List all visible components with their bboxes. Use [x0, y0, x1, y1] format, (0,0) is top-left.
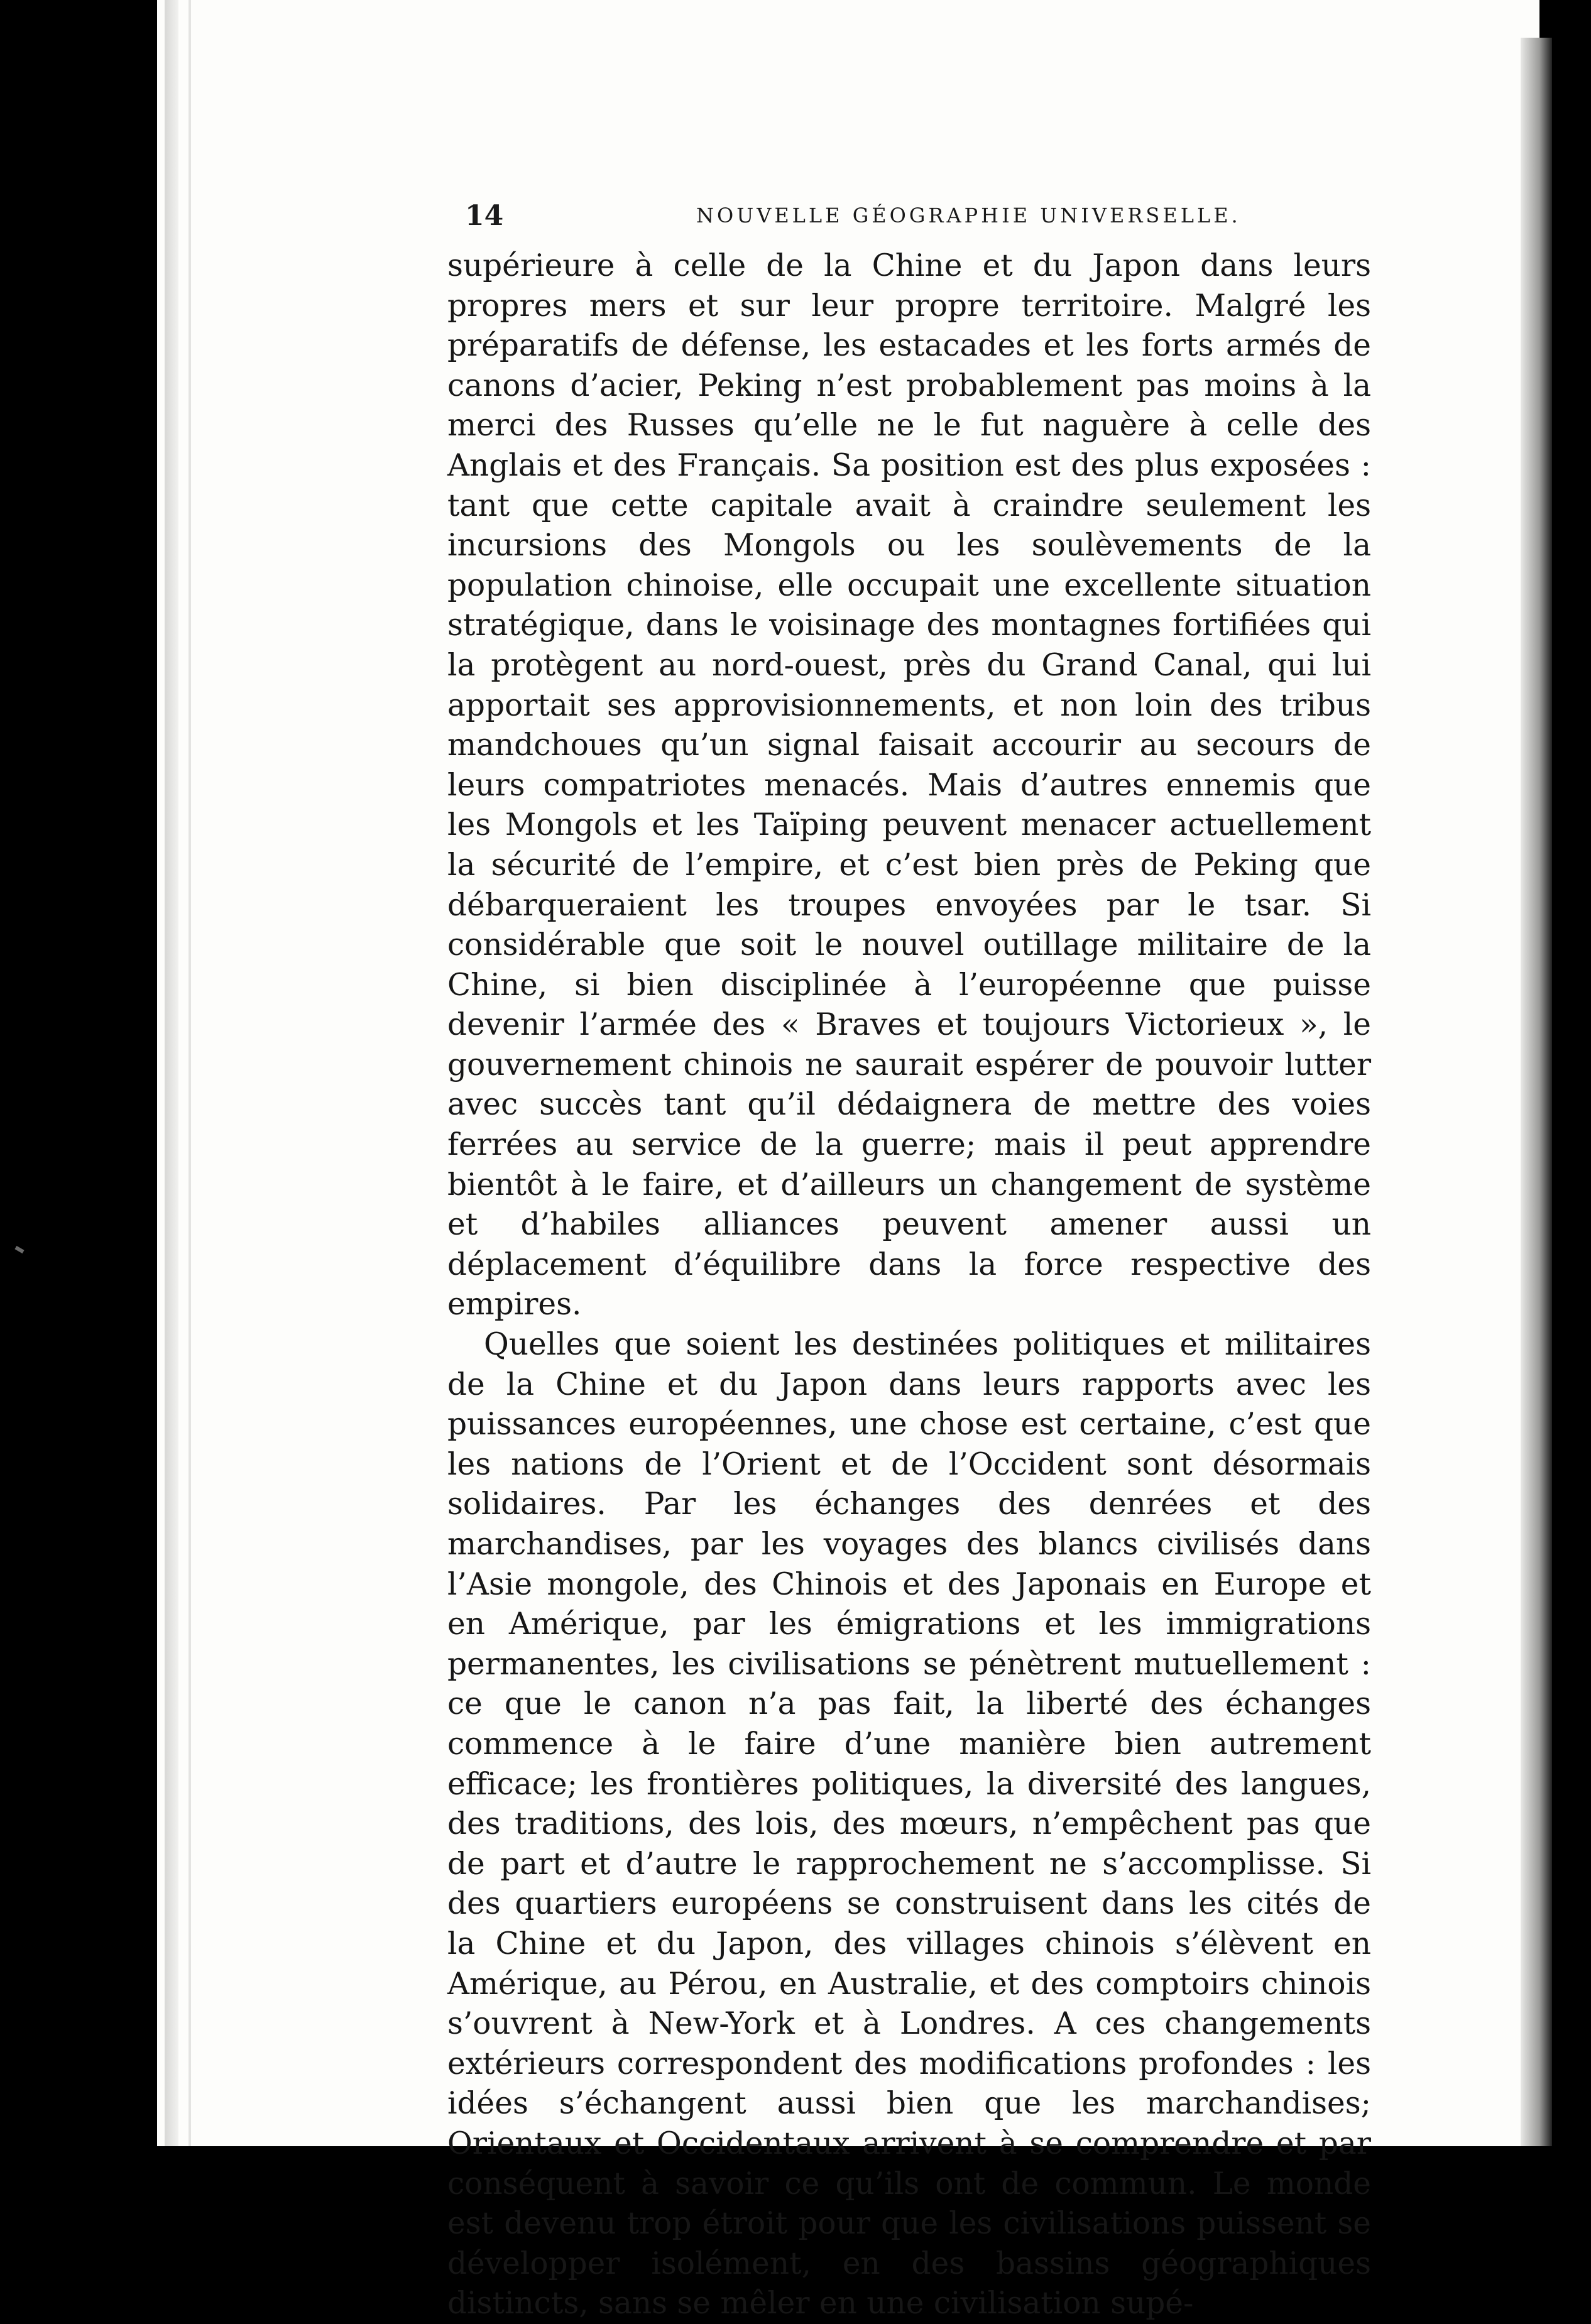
page-header — [465, 200, 1357, 237]
scan-speck — [14, 1246, 24, 1253]
binding-shadow — [165, 0, 178, 2146]
page-number: 14 — [465, 200, 504, 232]
body-text — [447, 246, 1371, 2324]
page-edge-shadow — [1521, 38, 1552, 2146]
running-title: NOUVELLE GÉOGRAPHIE UNIVERSELLE. — [696, 204, 1241, 227]
paragraph-2: Quelles que soient les destinées politiques et militaires de la Chine et du Japon dans leurs rapports avec les puissances européennes, une chose est certaine, c’est que les nations de l’Orient et de l’Occident sont désormais solidaires. Par les échanges des denrées et des marchandises, par les voyages des blancs civilisés dans l’Asie mongole, des Chinois et des Japonais en Europe et en Amérique, par les émigrations et les immigrations permanentes, les civilisations se pénètrent mutuellement : ce que le canon n’a pas fait, la liberté des échanges commence à le faire d’une manière bien autrement efficace; les frontières politiques, la diversité des langues, des traditions, des lois, des mœurs, n’empêchent pas que de part et d’autre le rapprochement ne s’accomplisse. Si des quartiers européens se construisent dans les cités de la Chine et du Japon, des villages chinois s’élèvent en Amérique, au Pérou, en Australie, et des comptoirs chinois s’ouvrent à New-York et à Londres. A ces changements extérieurs correspondent des modifications profondes : les idées s’échangent aussi bien que les marchandises; Orientaux et Occidentaux arrivent à se comprendre et par conséquent à savoir ce qu’ils ont de commun. Le monde est devenu trop étroit pour que les civilisations puissent se développer isolément, en des bassins géographiques distincts, sans se mêler en une civilisation supé- — [447, 1327, 1371, 2321]
binding-fold — [189, 0, 191, 2146]
paragraph-1: supérieure à celle de la Chine et du Japon dans leurs propres mers et sur leur propre territoire. Malgré les préparatifs de défense, les estacades et les forts armés de canons d’acier, Peking n’est probablement pas moins à la merci des Russes qu’elle ne le fut naguère à celle des Anglais et des Français. Sa position est des plus exposées : tant que cette capitale avait à craindre seulement les incursions des Mongols ou les soulèvements de la population chinoise, elle occupait une excellente situation stratégique, dans le voisinage des montagnes fortifiées qui la protègent au nord-ouest, près du Grand Canal, qui lui apportait ses approvisionnements, et non loin des tribus mandchoues qu’un signal faisait accourir au secours de leurs compatriotes menacés. Mais d’autres ennemis que les Mongols et les Taïping peuvent menacer actuellement la sécurité de l’empire, et c’est bien près de Peking que débarqueraient les troupes envoyées par le tsar. Si considérable que soit le nouvel outillage militaire de la Chine, si bien disciplinée à l’européenne que puisse devenir l’armée des « Braves et toujours Victorieux », le gouvernement chinois ne saurait espérer de pouvoir lutter avec succès tant qu’il dédaignera de mettre des voies ferrées au service de la guerre; mais il peut apprendre bientôt à le faire, et d’ailleurs un changement de système et d’habiles alliances peuvent amener aussi un déplacement d’équilibre dans la force respective des empires. — [447, 248, 1371, 1323]
